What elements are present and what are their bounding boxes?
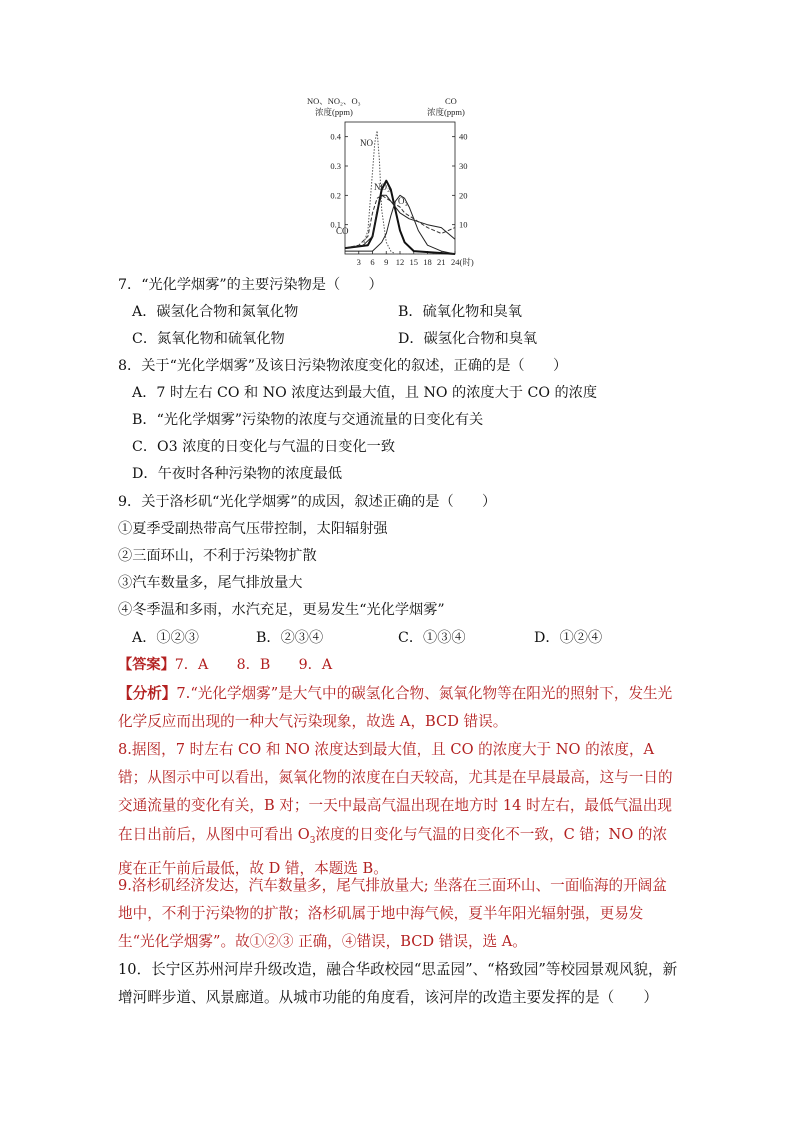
x-tick-label: 6	[370, 257, 375, 267]
right-tick-label: 40	[459, 131, 468, 142]
q9-option-c: C．①③④	[398, 630, 466, 646]
q7-option-c: C．氮氧化物和硫氧化物	[132, 331, 285, 347]
analysis-label: 【分析】	[118, 685, 177, 702]
x-tick-label: 3	[356, 257, 361, 267]
q10-stem-text: 10．长宁区苏州河岸升级改造，融合华政校园“思孟园”、“格致园”等校园景观风貌，新增河畔步道、风景廊道。从城市功能的角度看，该河岸的改造主要发挥的是（ ）	[118, 961, 678, 1007]
q7-option-b: B．硫氧化物和臭氧	[398, 304, 522, 320]
left-tick-label: 0.1	[330, 219, 341, 230]
answer-line	[118, 652, 332, 679]
q8-stem: 8．关于“光化学烟雾”及该日污染物浓度变化的叙述，正确的是（ ）	[118, 358, 568, 374]
left-axis-label-line2: 浓度(ppm)	[315, 107, 353, 117]
q7-option-d: D．碳氢化合物和臭氧	[398, 331, 538, 347]
x-tick-label: 9	[384, 257, 389, 267]
analysis-7	[118, 680, 678, 736]
q9-statement-2: ②三面环山，不利于污染物扩散	[118, 548, 317, 564]
answer-label: 【答案】	[118, 657, 175, 673]
x-tick-label: 21	[437, 257, 446, 267]
q9-option-b: B．②③④	[256, 630, 324, 646]
x-tick-label: 18	[423, 257, 432, 267]
left-tick-label: 0.2	[330, 190, 341, 201]
answer-text: 7．A 8．B 9．A	[174, 657, 333, 673]
q10-stem	[118, 956, 678, 1012]
pollutant-concentration-chart	[305, 92, 495, 270]
q9-option-a: A．①②③	[132, 630, 199, 646]
right-axis-label-line2: 浓度(ppm)	[427, 107, 465, 117]
q9-statement-3: ③汽车数量多，尾气排放量大	[118, 575, 303, 591]
analysis-8-text-b: 浓度的日变化与气温的日变化不一致，C 错；NO 的浓度在正午前后最低，故 D 错，本题选 B。	[118, 825, 668, 877]
analysis-8	[118, 736, 678, 883]
q8-option-a: A．7 时左右 CO 和 NO 浓度达到最大值，且 NO 的浓度大于 CO 的浓度	[132, 385, 598, 401]
q9-stem: 9．关于洛杉矶“光化学烟雾”的成因，叙述正确的是（ ）	[118, 494, 497, 510]
q9-statement-4: ④冬季温和多雨，水汽充足，更易发生“光化学烟雾”	[118, 602, 445, 618]
q8-option-d: D．午夜时各种污染物的浓度最低	[132, 466, 343, 482]
analysis-7-text: 7.“光化学烟雾”是大气中的碳氢化合物、氮氧化物等在阳光的照射下，发生光化学反应而出现的一种大气污染现象，故选 A，BCD 错误。	[118, 685, 673, 731]
analysis-9-text: 9.洛杉矶经济发达，汽车数量多，尾气排放量大; 坐落在三面环山、一面临海的开阔盆地中，不利于污染物的扩散；洛杉矶属于地中海气候，夏半年阳光辐射强，更易发生“光化学烟雾”。故①②③ 正确，④错误，BCD 错误，选 A。	[118, 877, 667, 951]
analysis-8-subscript: 3	[309, 835, 316, 846]
right-tick-label: 10	[459, 219, 468, 230]
series-label-co: CO	[336, 226, 349, 236]
analysis-8-text-a: 8.据图，7 时左右 CO 和 NO 浓度达到最大值，且 CO 的浓度大于 NO 的浓度，A 错；从图示中可以看出，氮氧化物的浓度在白天较高，尤其是在早晨最高，这与一日的交通流量的变化有关，B 对；一天中最高气温出现在地方时 14 时左右，最低气温出现在日出前后，从图中可看出 O	[118, 741, 673, 843]
q8-option-c: C．O3 浓度的日变化与气温的日变化一致	[132, 439, 396, 455]
q7-option-a: A．碳氢化合物和氮氧化物	[132, 304, 299, 320]
x-tick-label: 15	[409, 257, 418, 267]
series-label-no2: NO₂	[374, 182, 391, 192]
x-tick-label: 24(时)	[451, 257, 474, 267]
series-label-no: NO	[360, 138, 373, 148]
left-axis-label-line1: NO、NO₂、O₃	[307, 96, 361, 106]
series-line-0	[345, 131, 455, 254]
right-tick-label: 30	[459, 161, 468, 171]
q9-option-d: D．①②④	[534, 630, 603, 646]
x-tick-label: 12	[395, 257, 405, 267]
q9-statement-1: ①夏季受副热带高气压带控制，太阳辐射强	[118, 521, 388, 537]
right-tick-label: 20	[459, 190, 468, 201]
left-tick-label: 0.4	[330, 131, 341, 142]
analysis-9	[118, 872, 678, 957]
q7-stem: 7．“光化学烟雾”的主要污染物是（ ）	[118, 277, 383, 293]
q8-option-b: B．“光化学烟雾”污染物的浓度与交通流量的日变化有关	[132, 412, 484, 428]
series-line-1	[345, 181, 455, 254]
series-label-o3: O₃	[398, 196, 408, 206]
left-tick-label: 0.3	[330, 161, 341, 171]
right-axis-label-line1: CO	[445, 96, 457, 106]
